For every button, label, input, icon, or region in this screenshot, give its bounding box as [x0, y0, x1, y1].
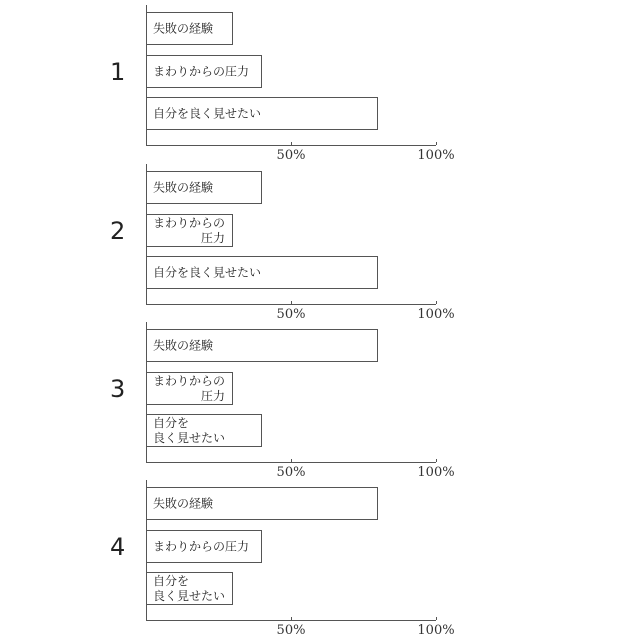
option-number: 2: [110, 217, 126, 245]
x-tick-label: 50%: [276, 623, 306, 638]
x-tick-label: 50%: [276, 307, 306, 322]
x-tick: [436, 142, 437, 145]
bar-label-line: 自分を: [153, 415, 190, 430]
bar-label-line: 良く見せたい: [153, 430, 226, 445]
bar-label: [153, 216, 225, 246]
bar-label-line: 良く見せたい: [153, 588, 226, 603]
bar: [146, 171, 262, 204]
x-axis: [146, 145, 436, 146]
bar-label: まわりからの圧力: [153, 539, 250, 553]
bar: [146, 487, 378, 520]
option-number: 3: [110, 375, 126, 403]
bar: [146, 530, 262, 563]
bar: [146, 414, 262, 447]
bar: [146, 572, 233, 605]
bar-label: 失敗の経験: [153, 338, 214, 352]
option-number: 1: [110, 58, 126, 86]
bar: [146, 256, 378, 289]
bar-label: [153, 416, 225, 446]
x-axis: [146, 462, 436, 463]
bar-label: 自分を良く見せたい: [153, 106, 262, 120]
bar-label-line: 圧力: [201, 230, 226, 245]
x-tick: [291, 459, 292, 462]
bar: [146, 12, 233, 45]
bar: [146, 329, 378, 362]
x-tick-label: 100%: [417, 307, 455, 322]
x-axis: [146, 304, 436, 305]
x-tick: [291, 301, 292, 304]
bar-label: 失敗の経験: [153, 496, 214, 510]
bar-label-line: 自分を: [153, 573, 190, 588]
x-tick: [436, 301, 437, 304]
bar-label-line: 圧力: [201, 388, 226, 403]
x-tick: [436, 617, 437, 620]
bar-label: まわりからの圧力: [153, 64, 250, 78]
bar-label: [153, 574, 225, 604]
bar: [146, 55, 262, 88]
bar-label-line: まわりからの: [153, 373, 226, 388]
x-tick-label: 50%: [276, 465, 306, 480]
bar-label: 失敗の経験: [153, 180, 214, 194]
x-tick-label: 100%: [417, 465, 455, 480]
x-tick: [436, 459, 437, 462]
bar: [146, 97, 378, 130]
bar-label: 自分を良く見せたい: [153, 265, 262, 279]
x-tick-label: 100%: [417, 623, 455, 638]
x-tick-label: 50%: [276, 148, 306, 163]
bar-label-line: まわりからの: [153, 215, 226, 230]
x-tick-label: 100%: [417, 148, 455, 163]
x-tick: [291, 142, 292, 145]
bar: [146, 214, 233, 247]
x-tick: [291, 617, 292, 620]
bar-label: [153, 374, 225, 404]
bar-label: 失敗の経験: [153, 21, 214, 35]
bar: [146, 372, 233, 405]
option-number: 4: [110, 533, 126, 561]
x-axis: [146, 620, 436, 621]
